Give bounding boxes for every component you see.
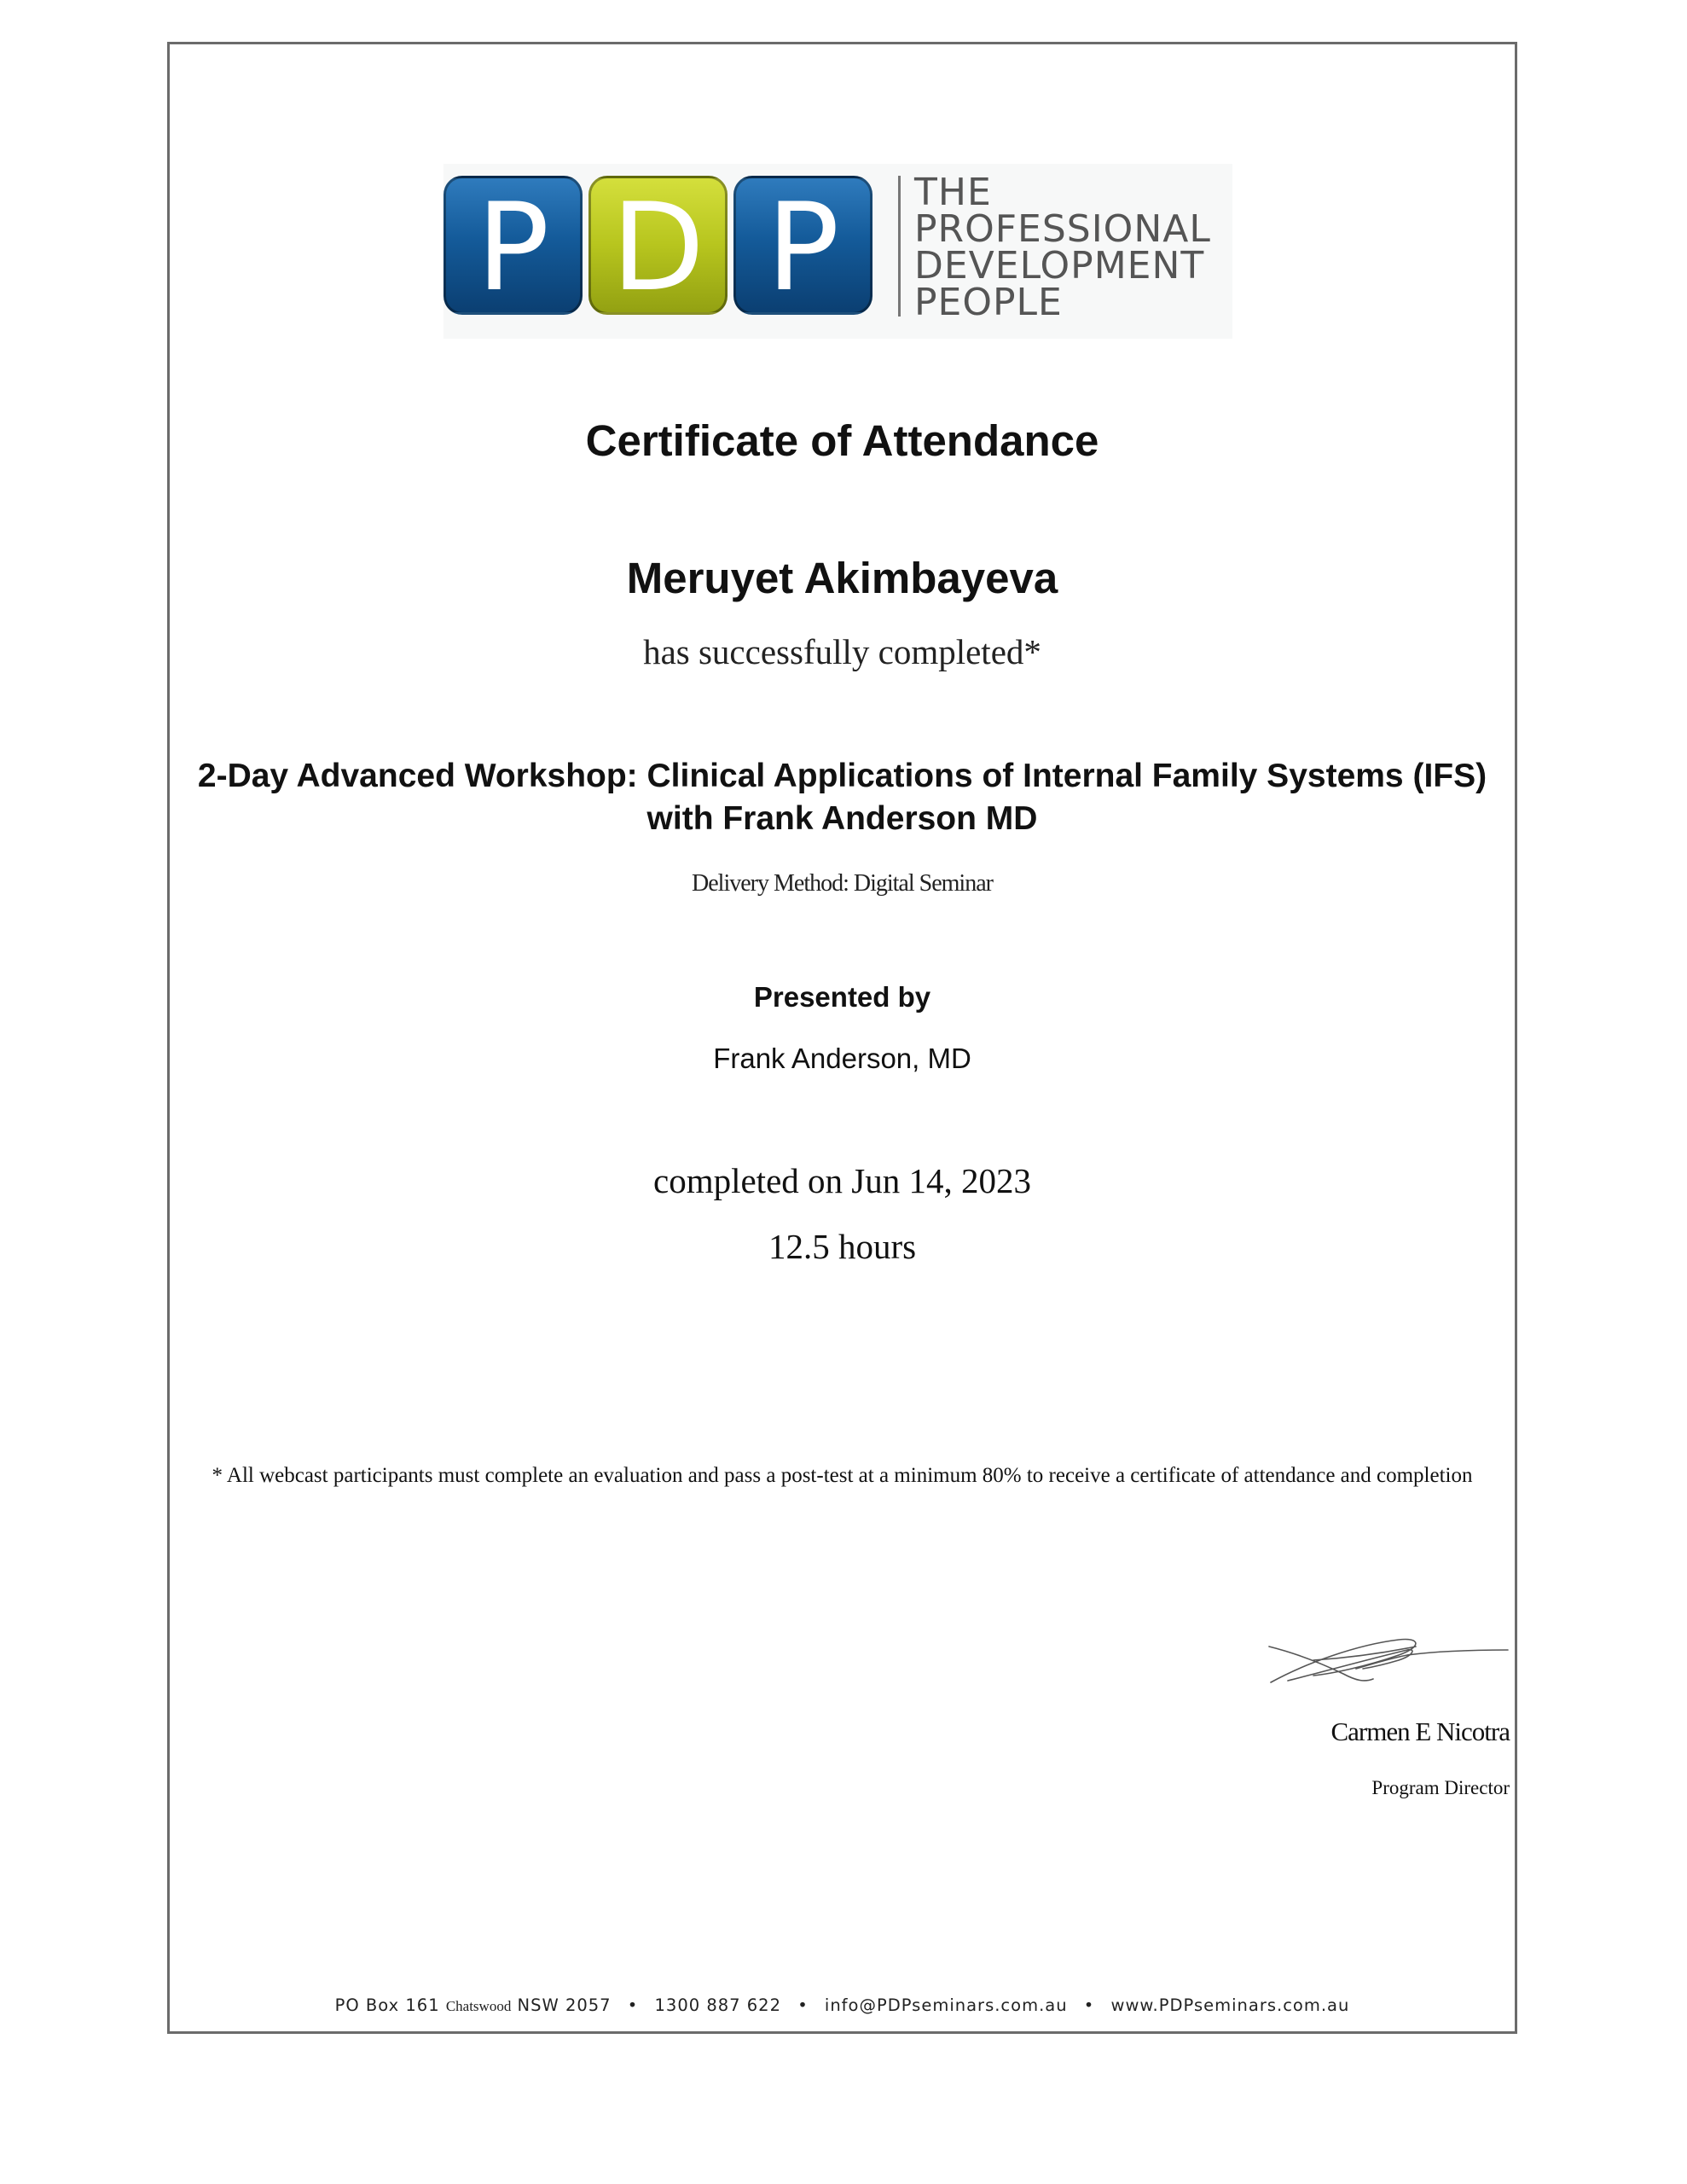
footer-state-postcode: NSW 2057 xyxy=(517,1995,612,2015)
recipient-name: Meruyet Akimbayeva xyxy=(626,554,1058,602)
certificate-title: Certificate of Attendance xyxy=(585,416,1099,465)
logo-word: THE xyxy=(914,171,992,214)
signatory-title: Program Director xyxy=(1371,1777,1510,1798)
footer-contact xyxy=(167,1995,1517,2015)
footer-website: www.PDPseminars.com.au xyxy=(1110,1995,1350,2015)
footer-suburb: Chatswood xyxy=(445,1998,512,2014)
footer-separator: • xyxy=(797,1995,809,2015)
footer-phone: 1300 887 622 xyxy=(654,1995,781,2015)
completion-date: completed on Jun 14, 2023 xyxy=(653,1161,1031,1200)
logo-wordmark xyxy=(914,171,1211,324)
course-title-line-1: 2-Day Advanced Workshop: Clinical Applications of Internal Family Systems (IFS) xyxy=(197,758,1487,794)
presenter-name: Frank Anderson, MD xyxy=(713,1043,971,1074)
logo-tile-p: P xyxy=(443,176,583,315)
certificate-border xyxy=(167,42,1517,2034)
logo-word: DEVELOPMENT xyxy=(914,244,1205,288)
requirements-note: * All webcast participants must complete an evaluation and pass a post-test at a minimum 80% to receive a certificate of attendance and completion xyxy=(212,1464,1473,1487)
completion-statement: has successfully completed* xyxy=(643,632,1041,671)
logo-word: PEOPLE xyxy=(914,281,1063,324)
credit-hours: 12.5 hours xyxy=(768,1227,917,1266)
footer-email: info@PDPseminars.com.au xyxy=(824,1995,1068,2015)
delivery-method: Delivery Method: Digital Seminar xyxy=(692,870,993,897)
signature-image xyxy=(1262,1629,1510,1698)
logo-divider xyxy=(898,176,901,317)
pdp-logo xyxy=(443,164,1232,339)
footer-separator: • xyxy=(627,1995,639,2015)
logo-tile-d: D xyxy=(588,176,728,315)
presented-by-label: Presented by xyxy=(753,981,931,1013)
course-title xyxy=(167,755,1517,840)
logo-tile-p-second: P xyxy=(733,176,872,315)
logo-word: PROFESSIONAL xyxy=(914,207,1211,251)
signatory-name: Carmen E Nicotra xyxy=(1330,1716,1510,1746)
footer-po-box: PO Box 161 xyxy=(334,1995,440,2015)
course-title-line-2: with Frank Anderson MD xyxy=(646,800,1038,837)
footer-separator: • xyxy=(1083,1995,1095,2015)
